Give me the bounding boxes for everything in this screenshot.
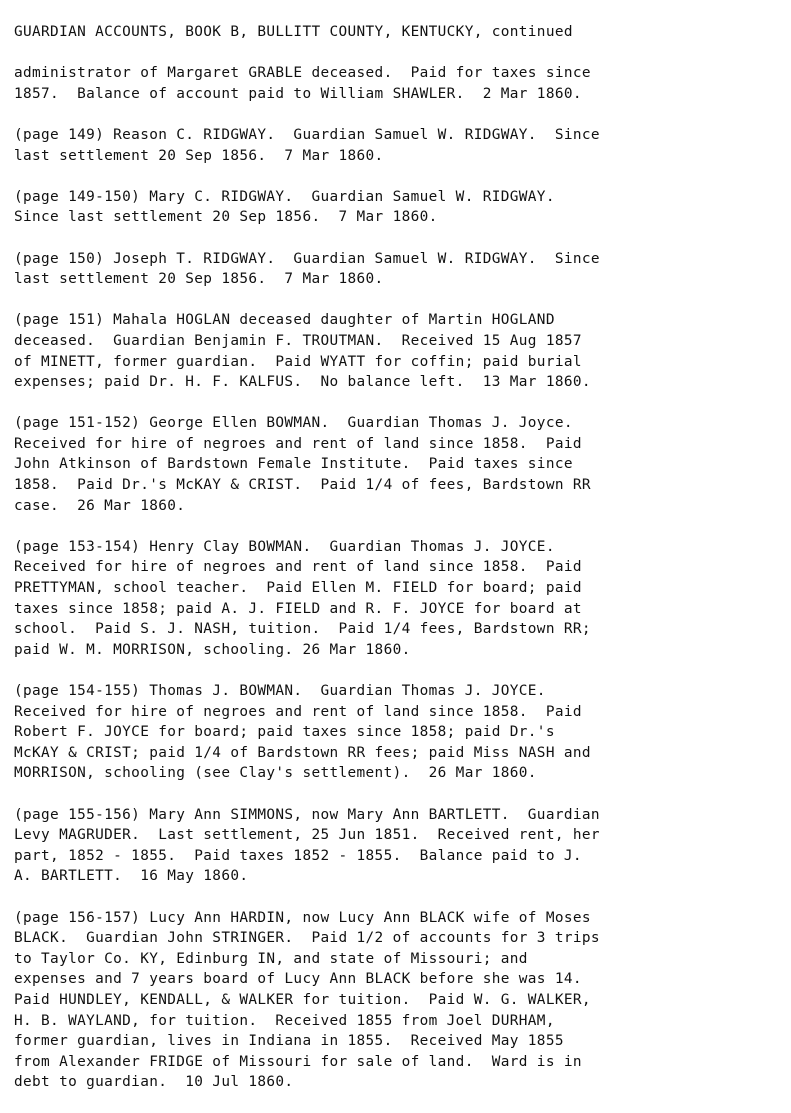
entry-line: PRETTYMAN, school teacher. Paid Ellen M. FIELD for board; paid xyxy=(14,580,582,597)
record-entry xyxy=(14,310,789,392)
record-entry xyxy=(14,908,789,1093)
record-entry xyxy=(14,805,789,887)
entry-line: (page 156-157) Lucy Ann HARDIN, now Lucy Ann BLACK wife of Moses xyxy=(14,909,591,926)
entry-line: MORRISON, schooling (see Clay's settlement). 26 Mar 1860. xyxy=(14,765,537,782)
entry-line: A. BARTLETT. 16 May 1860. xyxy=(14,868,249,885)
document-page xyxy=(14,22,789,1113)
record-entry xyxy=(14,187,789,228)
entry-line: to Taylor Co. KY, Edinburg IN, and state of Missouri; and xyxy=(14,950,528,967)
entry-line: Paid HUNDLEY, KENDALL, & WALKER for tuition. Paid W. G. WALKER, xyxy=(14,991,591,1008)
page-header: GUARDIAN ACCOUNTS, BOOK B, BULLITT COUNTY, KENTUCKY, continued xyxy=(14,24,573,40)
entry-line: Since last settlement 20 Sep 1856. 7 Mar 1860. xyxy=(14,209,438,226)
record-entry xyxy=(14,681,789,784)
entry-line: (page 149) Reason C. RIDGWAY. Guardian Samuel W. RIDGWAY. Since xyxy=(14,126,600,143)
entry-line: school. Paid S. J. NASH, tuition. Paid 1/4 fees, Bardstown RR; xyxy=(14,621,591,638)
entry-line: (page 151-152) George Ellen BOWMAN. Guardian Thomas J. Joyce. xyxy=(14,415,573,432)
entry-line: administrator of Margaret GRABLE deceased. Paid for taxes since xyxy=(14,65,591,82)
entry-line: Received for hire of negroes and rent of land since 1858. Paid xyxy=(14,559,582,576)
entry-line: from Alexander FRIDGE of Missouri for sale of land. Ward is in xyxy=(14,1053,582,1070)
entry-line: (page 150) Joseph T. RIDGWAY. Guardian Samuel W. RIDGWAY. Since xyxy=(14,250,600,267)
entry-line: part, 1852 - 1855. Paid taxes 1852 - 1855. Balance paid to J. xyxy=(14,847,582,864)
record-entry xyxy=(14,413,789,516)
entry-line: last settlement 20 Sep 1856. 7 Mar 1860. xyxy=(14,147,384,164)
entry-line: 1857. Balance of account paid to William SHAWLER. 2 Mar 1860. xyxy=(14,85,582,102)
entry-line: John Atkinson of Bardstown Female Institute. Paid taxes since xyxy=(14,456,573,473)
entry-line: Received for hire of negroes and rent of land since 1858. Paid xyxy=(14,703,582,720)
record-entry xyxy=(14,63,789,104)
entry-line: Received for hire of negroes and rent of land since 1858. Paid xyxy=(14,435,582,452)
entry-line: 1858. Paid Dr.'s McKAY & CRIST. Paid 1/4 of fees, Bardstown RR xyxy=(14,477,591,494)
entry-line: former guardian, lives in Indiana in 1855. Received May 1855 xyxy=(14,1033,564,1050)
entry-line: Robert F. JOYCE for board; paid taxes since 1858; paid Dr.'s xyxy=(14,724,555,741)
entry-line: deceased. Guardian Benjamin F. TROUTMAN. Received 15 Aug 1857 xyxy=(14,332,582,349)
entry-line: paid W. M. MORRISON, schooling. 26 Mar 1860. xyxy=(14,641,411,658)
entry-line: (page 149-150) Mary C. RIDGWAY. Guardian Samuel W. RIDGWAY. xyxy=(14,188,555,205)
entry-line: McKAY & CRIST; paid 1/4 of Bardstown RR fees; paid Miss NASH and xyxy=(14,744,591,761)
entry-line: (page 151) Mahala HOGLAN deceased daughter of Martin HOGLAND xyxy=(14,312,555,329)
record-entry xyxy=(14,249,789,290)
entry-line: Levy MAGRUDER. Last settlement, 25 Jun 1851. Received rent, her xyxy=(14,827,600,844)
entry-line: BLACK. Guardian John STRINGER. Paid 1/2 of accounts for 3 trips xyxy=(14,930,600,947)
entry-line: (page 155-156) Mary Ann SIMMONS, now Mary Ann BARTLETT. Guardian xyxy=(14,806,600,823)
entry-line: taxes since 1858; paid A. J. FIELD and R. F. JOYCE for board at xyxy=(14,600,582,617)
entry-line: H. B. WAYLAND, for tuition. Received 1855 from Joel DURHAM, xyxy=(14,1012,555,1029)
entry-line: case. 26 Mar 1860. xyxy=(14,497,186,514)
entry-line: of MINETT, former guardian. Paid WYATT for coffin; paid burial xyxy=(14,353,582,370)
entry-line: (page 154-155) Thomas J. BOWMAN. Guardian Thomas J. JOYCE. xyxy=(14,683,546,699)
entry-line: last settlement 20 Sep 1856. 7 Mar 1860. xyxy=(14,271,384,288)
record-entry xyxy=(14,537,789,661)
entry-line: expenses and 7 years board of Lucy Ann BLACK before she was 14. xyxy=(14,971,582,988)
entry-line: debt to guardian. 10 Jul 1860. xyxy=(14,1074,294,1091)
entry-list xyxy=(14,63,789,1093)
record-entry xyxy=(14,125,789,166)
entry-line: expenses; paid Dr. H. F. KALFUS. No balance left. 13 Mar 1860. xyxy=(14,374,591,391)
entry-line: (page 153-154) Henry Clay BOWMAN. Guardian Thomas J. JOYCE. xyxy=(14,538,555,555)
